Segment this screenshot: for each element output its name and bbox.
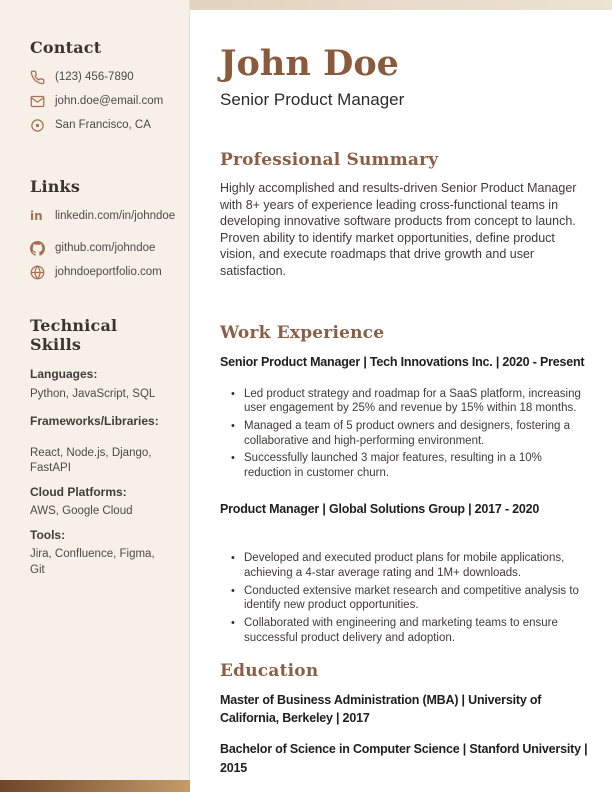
phone-icon	[30, 70, 45, 85]
portfolio-url: johndoeportfolio.com	[55, 266, 162, 279]
skill-value: Jira, Confluence, Figma, Git	[30, 548, 155, 576]
linkedin-url: linkedin.com/in/johndoe	[55, 210, 176, 223]
portfolio-link-row[interactable]	[30, 265, 171, 280]
sidebar	[0, 0, 190, 792]
links-section	[30, 177, 176, 280]
bullet-item: • Led product strategy and roadmap for a SaaS platform, increasing user engagement by 25% and revenue by 15% within 18 months.	[244, 387, 588, 416]
summary-section	[220, 150, 588, 279]
education-section	[220, 661, 588, 778]
summary-heading: Professional Summary	[220, 150, 439, 171]
github-icon	[30, 241, 45, 256]
job-bullet-list	[220, 551, 588, 645]
skills-section	[30, 316, 171, 578]
linkedin-link-row[interactable]	[30, 209, 176, 224]
contact-email-row[interactable]	[30, 94, 171, 109]
links-heading: Links	[30, 177, 81, 196]
skill-label: Languages:	[30, 367, 98, 381]
experience-section	[220, 323, 588, 645]
location-icon	[30, 118, 45, 133]
job-heading: Product Manager | Global Solutions Group | 2017 - 2020	[220, 501, 540, 516]
education-entry: Master of Business Administration (MBA) | University of California, Berkeley | 2017	[220, 692, 542, 726]
top-accent-strip	[190, 0, 612, 10]
skill-label: Cloud Platforms:	[30, 484, 127, 499]
job-heading: Senior Product Manager | Tech Innovations Inc. | 2020 - Present	[220, 355, 585, 370]
contact-section	[30, 38, 171, 133]
resume-main	[190, 10, 612, 790]
bullet-item: • Managed a team of 5 product owners and designers, fostering a collaborative and high-performing environment.	[244, 419, 588, 448]
phone-number: (123) 456-7890	[55, 71, 134, 84]
skill-value: AWS, Google Cloud	[30, 505, 133, 518]
location-text: San Francisco, CA	[55, 119, 151, 132]
bullet-item: • Conducted extensive market research and competitive analysis to identify new product opportunities.	[244, 584, 588, 613]
globe-icon	[30, 265, 45, 280]
skill-group-cloud	[30, 485, 171, 520]
skill-label: Tools:	[30, 527, 66, 542]
contact-phone-row	[30, 70, 171, 85]
skill-value: Python, JavaScript, SQL	[30, 387, 156, 400]
education-heading: Education	[220, 660, 319, 681]
bullet-item: • Developed and executed product plans for mobile applications, achieving a 4-star average rating and 1M+ downloads.	[244, 551, 588, 580]
skill-group-languages	[30, 367, 171, 402]
bullet-item: • Collaborated with engineering and marketing teams to ensure successful product delivery and adoption.	[244, 616, 588, 645]
skill-group-frameworks	[30, 414, 171, 477]
github-url: github.com/johndoe	[55, 242, 156, 255]
summary-text: Highly accomplished and results-driven Senior Product Manager with 8+ years of experience leading cross-functional teams in developing innovative software products from concept to launch. Proven ability to identify market opportunities, define product vision, and execute roadmaps that drive growth and user satisfaction.	[220, 181, 577, 278]
job-entry-global-solutions	[220, 500, 588, 646]
email-icon	[30, 94, 45, 109]
bullet-item: • Successfully launched 3 major features, resulting in a 10% reduction in customer churn.	[244, 451, 588, 480]
skill-group-tools	[30, 528, 171, 579]
sidebar-accent-bar	[0, 780, 190, 792]
skills-heading: Technical Skills	[30, 316, 118, 354]
candidate-role: Senior Product Manager	[220, 90, 405, 110]
linkedin-icon: in	[30, 209, 43, 223]
skill-value: React, Node.js, Django, FastAPI	[30, 446, 152, 475]
contact-location-row	[30, 118, 171, 133]
education-entry: Bachelor of Science in Computer Science | Stanford University | 2015	[220, 742, 588, 775]
skill-label: Frameworks/Libraries:	[30, 414, 159, 429]
job-bullet-list	[220, 387, 588, 481]
contact-heading: Contact	[30, 38, 102, 57]
email-address: john.doe@email.com	[55, 95, 164, 108]
experience-heading: Work Experience	[220, 323, 385, 344]
candidate-name: John Doe	[220, 43, 399, 84]
job-entry-tech-innovations	[220, 353, 588, 481]
github-link-row[interactable]	[30, 241, 171, 256]
